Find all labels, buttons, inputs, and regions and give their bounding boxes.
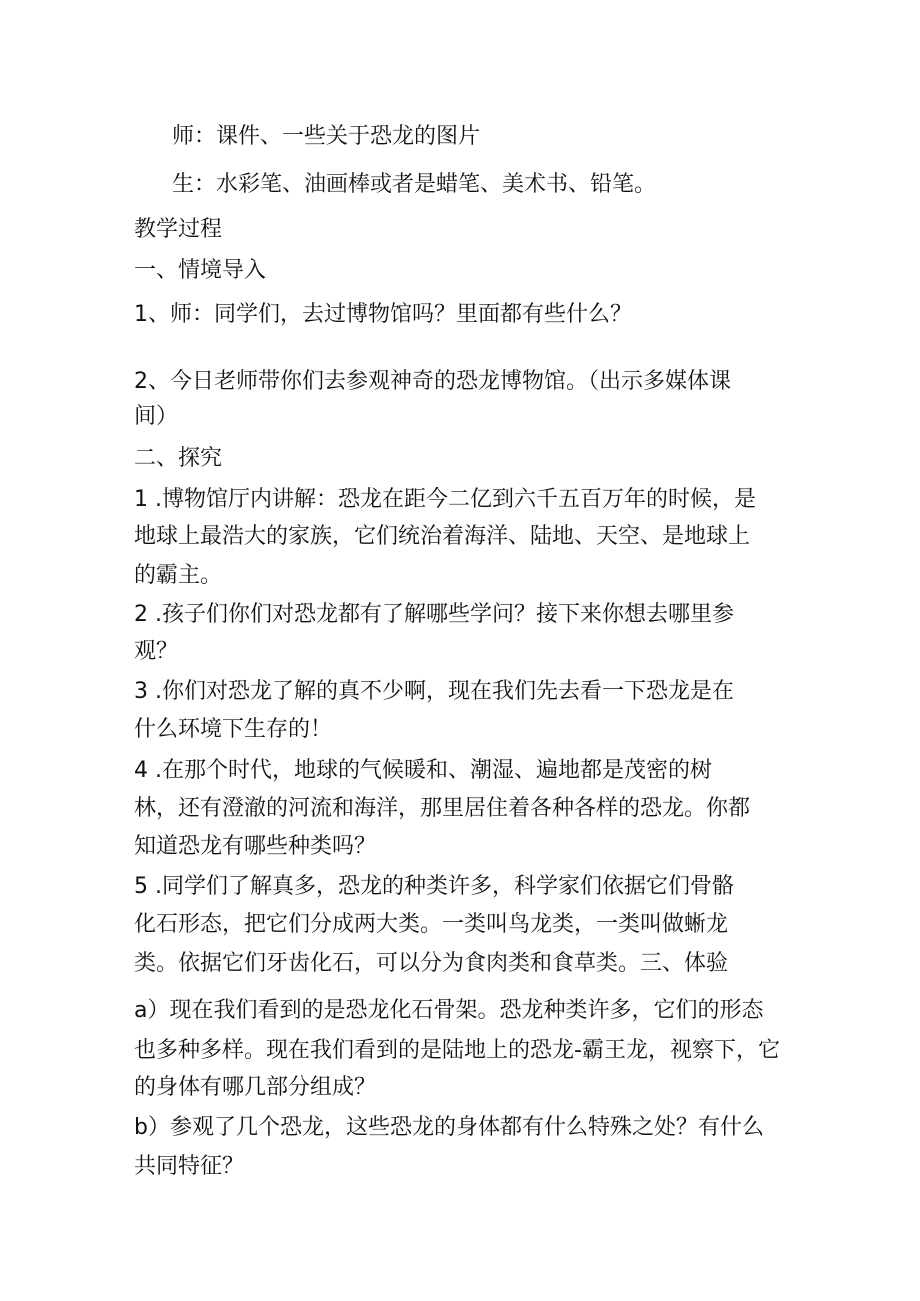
section1-heading: 一、情境导入 [134,258,267,283]
section2-item4-line1: 4 .在那个时代，地球的气候暖和、潮湿、遍地都是茂密的树 [134,758,712,783]
section2-item5-line2: 化石形态，把它们分成两大类。一类叫鸟龙类，一类叫做蜥龙 [134,912,729,937]
section2-item2-line1: 2 .孩子们你们对恐龙都有了解哪些学问？接下来你想去哪里参 [134,602,734,627]
section2-item1-line3: 的霸主。 [134,563,223,588]
process-title: 教学过程 [134,217,223,242]
section2-item1-line1: 1 .博物馆厅内讲解：恐龙在距今二亿到六千五百万年的时候，是 [134,487,756,512]
section3-item-a-line3: 的身体有哪几部分组成？ [134,1075,377,1100]
section2-item2-line2: 观？ [134,639,179,664]
section1-item2-line2: 间） [134,404,179,429]
section1-item2-line1: 2、今日老师带你们去参观神奇的恐龙博物馆。（出示多媒体课 [134,369,731,394]
section2-item4-line3: 知道恐龙有哪些种类吗？ [134,834,377,859]
section2-item3-line1: 3 .你们对恐龙了解的真不少啊，现在我们先去看一下恐龙是在 [134,679,734,704]
section2-item5-line1: 5 .同学们了解真多，恐龙的种类许多，科学家们依据它们骨骼 [134,874,734,899]
section2-item1-line2: 地球上最浩大的家族，它们统治着海洋、陆地、天空、是地球上 [134,524,751,549]
materials-student: 生：水彩笔、油画棒或者是蜡笔、美术书、铅笔。 [172,172,657,197]
section3-item-a-line1: a）现在我们看到的是恐龙化石骨架。恐龙种类许多，它们的形态 [134,998,764,1023]
section2-heading: 二、探究 [134,446,223,471]
section3-item-b-line1: b）参观了几个恐龙，这些恐龙的身体都有什么特殊之处？有什么 [134,1115,764,1140]
section2-item5-line3: 类。依据它们牙齿化石，可以分为食肉类和食草类。三、体验 [134,951,729,976]
section2-item4-line2: 林，还有澄澈的河流和海洋，那里居住着各种各样的恐龙。你都 [134,796,751,821]
materials-teacher: 师：课件、一些关于恐龙的图片 [172,124,481,149]
section3-item-b-line2: 共同特征？ [134,1154,245,1179]
section1-item1: 1、师：同学们，去过博物馆吗？里面都有些什么？ [134,302,632,327]
section3-item-a-line2: 也多种多样。现在我们看到的是陆地上的恐龙-霸王龙，视察下，它 [134,1038,780,1063]
section2-item3-line2: 什么环境下生存的！ [134,717,333,742]
